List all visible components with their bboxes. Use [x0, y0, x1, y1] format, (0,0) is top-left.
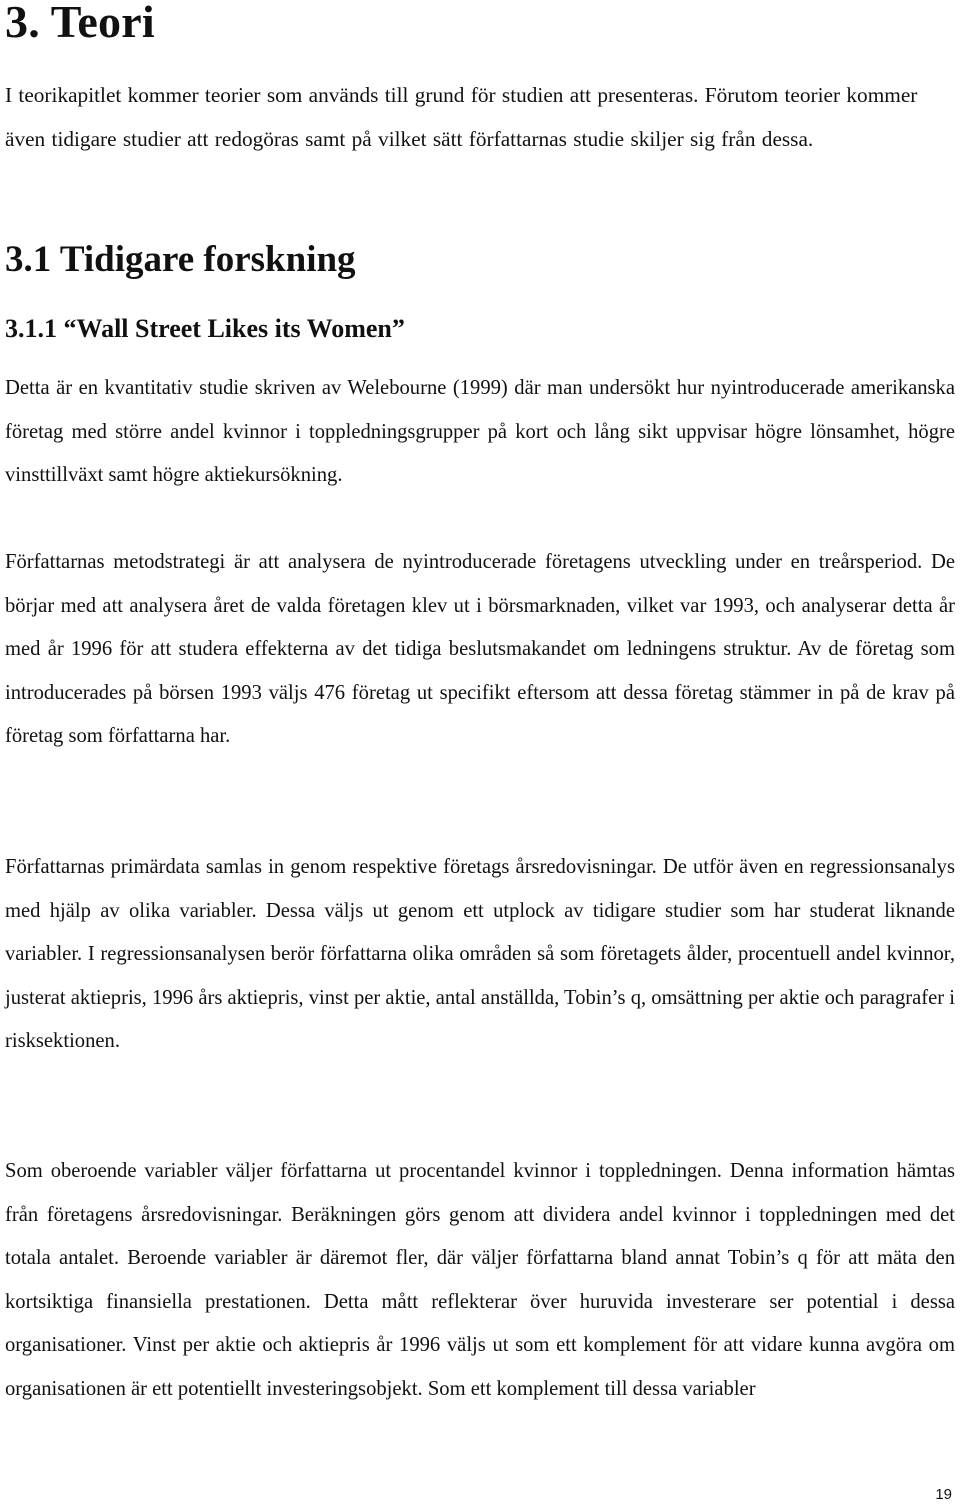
paragraph-data-collection: Författarnas primärdata samlas in genom respektive företags årsredovisningar. De utför även en regressionsanalys med hjälp av olika variabler. Dessa väljs ut genom ett utplock av tidigare studier som har studerat liknande variabler. I regressionsanalysen berör författarna olika områden så som företagets ålder, procentuell andel kvinnor, justerat aktiepris, 1996 års aktiepris, vinst per aktie, antal anställda, Tobin’s q, omsättning per aktie och paragrafer i risksektionen.: [5, 856, 955, 1052]
paragraph-study-description: Detta är en kvantitativ studie skriven av Welebourne (1999) där man undersökt hur nyintroducerade amerikanska företag med större andel kvinnor i toppledningsgrupper på kort och lång sikt uppvisar högre lönsamhet, högre vinsttillväxt samt högre aktiekursökning.: [5, 377, 955, 486]
section-title: 3.1 Tidigare forskning: [5, 239, 356, 280]
page-number: 19: [935, 1486, 952, 1503]
chapter-title: 3. Teori: [5, 0, 155, 47]
paragraph-method: Författarnas metodstrategi är att analysera de nyintroducerade företagens utveckling under en treårsperiod. De börjar med att analysera året de valda företagen klev ut i börsmarknaden, vilket var 1993, och analyserar detta år med år 1996 för att studera effekterna av det tidiga beslutsmakandet om ledningens struktur. Av de företag som introducerades på börsen 1993 väljs 476 företag ut specifikt eftersom att dessa företag stämmer in på de krav på företag som författarna har.: [5, 551, 955, 747]
paragraph-variables: Som oberoende variabler väljer författarna ut procentandel kvinnor i toppledningen. Denna information hämtas från företagens årsredovisningar. Beräkningen görs genom att dividera andel kvinnor i toppledningen med det totala antalet. Beroende variabler är däremot fler, där väljer författarna bland annat Tobin’s q för att mäta den kortsiktiga finansiella prestationen. Detta mått reflekterar över huruvida investerare ser potential i dessa organisationer. Vinst per aktie och aktiepris år 1996 väljs ut som ett komplement för att vidare kunna avgöra om organisationen är ett potentiellt investeringsobjekt. Som ett komplement till dessa variabler: [5, 1160, 955, 1400]
subsection-title: 3.1.1 “Wall Street Likes its Women”: [5, 314, 405, 343]
chapter-intro: I teorikapitlet kommer teorier som används till grund för studien att presenteras. Förutom teorier kommer även tidigare studier att redogöras samt på vilket sätt författarnas studie skiljer sig från dessa.: [5, 83, 918, 151]
